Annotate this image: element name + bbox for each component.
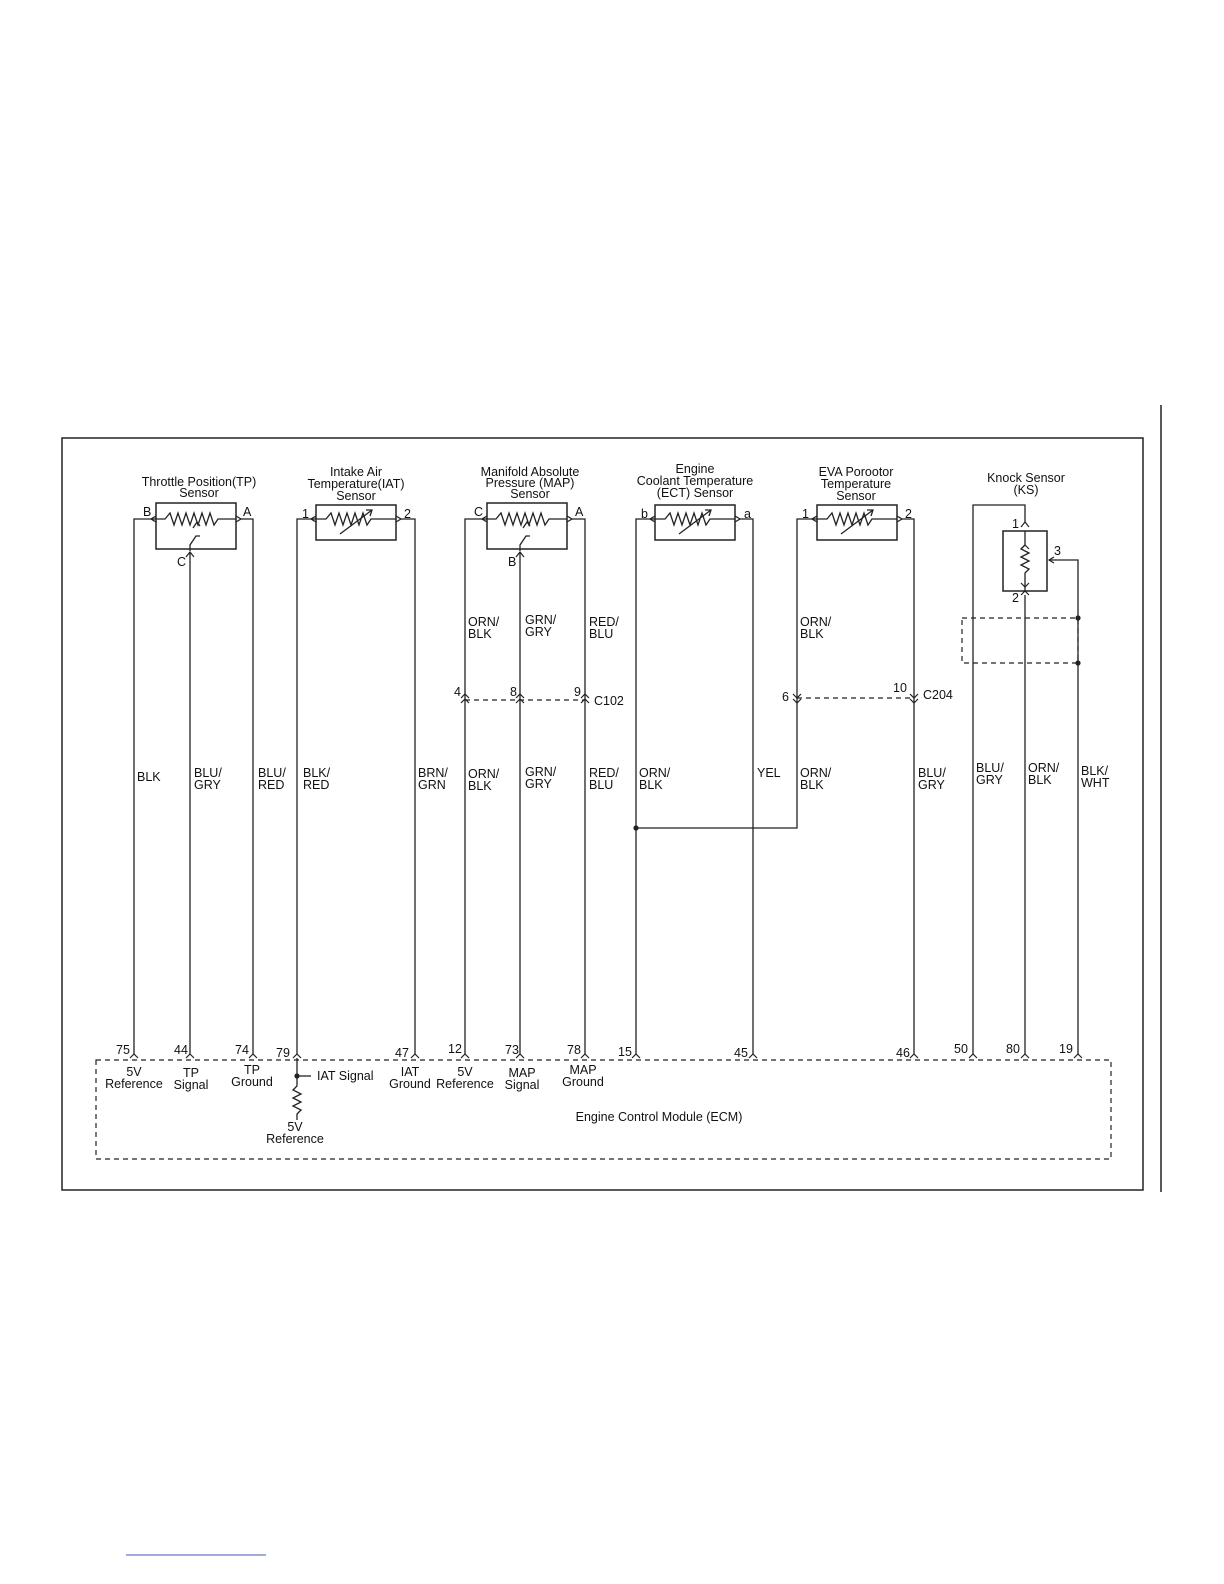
ect-thermistor-icon <box>645 513 735 525</box>
ect-sensor <box>636 462 753 1054</box>
ecm-pin-12: 12 <box>448 1042 462 1056</box>
upper-wire-colors <box>468 613 832 641</box>
ect-sensor-title-1: Engine <box>675 462 715 476</box>
wire-color-ecm-80-1: ORN/ <box>1028 761 1060 775</box>
ecm-pin-80: 80 <box>1006 1042 1020 1056</box>
eva-pin-2: 2 <box>905 507 912 521</box>
wire-color-ecm-73-2: GRY <box>525 777 552 791</box>
c102-pin-8: 8 <box>510 685 517 699</box>
tp-pin-b: B <box>143 505 152 519</box>
iat-sensor-title-1: Intake Air <box>329 465 383 479</box>
connector-c204 <box>782 681 953 704</box>
eva-sensor <box>633 465 914 1054</box>
ect-sensor-title-2: Coolant Temperature <box>636 474 754 488</box>
ecm-pin-79: 79 <box>276 1046 290 1060</box>
ecm-iat-ref-1: 5V <box>287 1120 303 1134</box>
ecm-func-tp-signal-2: Signal <box>173 1078 209 1092</box>
ecm-pin-46: 46 <box>896 1046 910 1060</box>
ecm-iat-signal: IAT Signal <box>317 1069 374 1083</box>
c102-label: C102 <box>594 694 624 708</box>
ecm-func-map-5v-ref-1: 5V <box>457 1065 473 1079</box>
ecm-pin-78: 78 <box>567 1043 581 1057</box>
ecm-pin-15: 15 <box>618 1045 632 1059</box>
tp-pin-c: C <box>177 555 187 569</box>
iat-pin-1: 1 <box>302 507 309 521</box>
wire-color-ecm-46-1: BLU/ <box>918 766 946 780</box>
ks-pin-1: 1 <box>1012 517 1019 531</box>
wire-color-ecm-75: BLK <box>137 770 161 784</box>
c204-label: C204 <box>923 688 953 702</box>
ecm-func-5v-ref-1: 5V <box>126 1065 142 1079</box>
ecm-func-map-5v-ref-2: Reference <box>436 1077 494 1091</box>
eva-wire-2 <box>902 519 914 1054</box>
iat-sensor-title-3: Sensor <box>336 489 376 503</box>
tp-sensor-title-2: Sensor <box>179 486 219 500</box>
map-resistor-icon <box>478 513 567 525</box>
map-wire-a <box>572 519 585 1054</box>
wire-color-ecm-73-1: GRN/ <box>525 765 557 779</box>
map-pin-c: C <box>474 505 484 519</box>
ecm-pin-45: 45 <box>734 1046 748 1060</box>
wire-color-eva-1-2: BLK <box>800 627 824 641</box>
ks-wire-3 <box>1049 560 1078 1054</box>
ecm-pin-50: 50 <box>954 1042 968 1056</box>
wire-color-eva-lower-1: ORN/ <box>800 766 832 780</box>
map-pin-b: B <box>508 555 517 569</box>
wire-color-eva-lower-2: BLK <box>800 778 824 792</box>
wire-color-ecm-50-2: GRY <box>976 773 1003 787</box>
wire-color-ecm-46-2: GRY <box>918 778 945 792</box>
eva-thermistor-icon <box>808 513 897 525</box>
c102-pin-9: 9 <box>574 685 581 699</box>
eva-sensor-title-3: Sensor <box>836 489 876 503</box>
ecm-pin-44: 44 <box>174 1043 188 1057</box>
wire-color-ecm-79-1: BLK/ <box>303 766 331 780</box>
connector-c102 <box>454 685 624 708</box>
wire-color-ecm-78-2: BLU <box>589 778 614 792</box>
ecm-pin-75: 75 <box>116 1043 130 1057</box>
ecm-pin-19: 19 <box>1059 1042 1073 1056</box>
wire-color-ecm-78-1: RED/ <box>589 766 619 780</box>
wire-color-map-c-2: BLK <box>468 627 492 641</box>
tp-sensor-title-1: Throttle Position(TP) <box>141 475 257 489</box>
wire-color-eva-1-1: ORN/ <box>800 615 832 629</box>
iat-wire-2 <box>401 519 415 1054</box>
lower-wire-colors <box>137 761 1110 793</box>
wire-color-ecm-12-2: BLK <box>468 779 492 793</box>
ecm-func-5v-ref-2: Reference <box>105 1077 163 1091</box>
ecm-iat-ref-2: Reference <box>266 1132 324 1146</box>
ect-sensor-title-3: (ECT) Sensor <box>656 486 734 500</box>
wire-color-ecm-47-1: BRN/ <box>418 766 448 780</box>
ks-pin-2: 2 <box>1012 591 1019 605</box>
iat-sensor <box>297 465 415 1054</box>
ecm-func-map-ground-2: Ground <box>562 1075 604 1089</box>
wire-color-ecm-19-1: BLK/ <box>1081 764 1109 778</box>
map-sensor-body <box>487 503 567 549</box>
ecm-func-tp-ground-1: TP <box>244 1063 260 1077</box>
wire-color-ecm-80-2: BLK <box>1028 773 1052 787</box>
ecm-pin-74: 74 <box>235 1043 249 1057</box>
eva-sensor-title-2: Temperature <box>820 477 892 491</box>
wire-color-ecm-79-2: RED <box>303 778 330 792</box>
wire-color-map-a-1: RED/ <box>589 615 619 629</box>
wire-color-map-a-2: BLU <box>589 627 614 641</box>
ecm-func-iat-ground-2: Ground <box>389 1077 431 1091</box>
tp-sensor-body <box>156 503 236 549</box>
wire-color-ecm-47-2: GRN <box>418 778 446 792</box>
iat-pin-2: 2 <box>404 507 411 521</box>
wire-color-map-b-2: GRY <box>525 625 552 639</box>
ect-pin-a: a <box>744 507 751 521</box>
wire-color-map-b-1: GRN/ <box>525 613 557 627</box>
ecm-func-tp-ground-2: Ground <box>231 1075 273 1089</box>
ecm-pin-73: 73 <box>505 1043 519 1057</box>
map-sensor-title-3: Sensor <box>510 487 550 501</box>
tp-pin-a: A <box>243 505 252 519</box>
wire-color-ecm-12-1: ORN/ <box>468 767 500 781</box>
map-sensor-title-2: Pressure (MAP) <box>485 476 575 490</box>
ks-shield-box <box>962 618 1078 663</box>
wire-color-ecm-45: YEL <box>757 766 781 780</box>
iat-sensor-title-2: Temperature(IAT) <box>307 477 405 491</box>
map-sensor <box>465 465 585 1054</box>
eva-sensor-title-1: EVA Porootor <box>818 465 894 479</box>
ecm-func-tp-signal-1: TP <box>183 1066 199 1080</box>
wire-color-ecm-15-1: ORN/ <box>639 766 671 780</box>
ks-shield-splice-bottom-icon <box>1075 660 1080 665</box>
wire-color-map-c-1: ORN/ <box>468 615 500 629</box>
tp-resistor-icon <box>148 513 236 525</box>
iat-variable-arrow-icon <box>340 510 372 534</box>
ks-pin-3: 3 <box>1054 544 1061 558</box>
iat-pullup-resistor-icon <box>293 1058 301 1120</box>
c204-pin-10: 10 <box>893 681 907 695</box>
ks-title-1: Knock Sensor <box>987 471 1065 485</box>
ecm-func-map-ground-1: MAP <box>569 1063 597 1077</box>
wire-color-ecm-50-1: BLU/ <box>976 761 1004 775</box>
wire-color-ecm-74-1: BLU/ <box>258 766 286 780</box>
ks-title-2: (KS) <box>1013 483 1039 497</box>
ecm-pin-47: 47 <box>395 1046 409 1060</box>
tp-sensor <box>134 475 256 1054</box>
ecm-func-map-signal-2: Signal <box>504 1078 540 1092</box>
ks-resistor-icon <box>1021 531 1029 591</box>
tp-wire-a <box>241 519 253 1054</box>
map-pin-a: A <box>575 505 584 519</box>
ect-eva-splice-icon <box>633 825 638 830</box>
wire-color-ecm-15-2: BLK <box>639 778 663 792</box>
ecm-name: Engine Control Module (ECM) <box>575 1110 743 1124</box>
ect-variable-arrow-icon <box>679 510 711 534</box>
eva-variable-arrow-icon <box>841 510 873 534</box>
tp-wire-b <box>134 519 148 1054</box>
map-sensor-title-1: Manifold Absolute <box>480 465 580 479</box>
iat-thermistor-icon <box>308 513 396 525</box>
ecm-pin-terminals <box>130 1054 1082 1058</box>
ect-pin-b: b <box>641 507 648 521</box>
c204-pin-6: 6 <box>782 690 789 704</box>
iat-signal-splice-icon <box>294 1073 299 1078</box>
ecm <box>96 1042 1111 1159</box>
ect-wire-a <box>740 519 753 1054</box>
ecm-func-iat-ground-1: IAT <box>400 1065 420 1079</box>
c102-pin-4: 4 <box>454 685 461 699</box>
ks-shield-splice-top-icon <box>1075 615 1080 620</box>
ecm-func-map-signal-1: MAP <box>508 1066 536 1080</box>
wire-color-ecm-19-2: WHT <box>1081 776 1110 790</box>
wire-color-ecm-74-2: RED <box>258 778 285 792</box>
wire-color-ecm-44-1: BLU/ <box>194 766 222 780</box>
wire-color-ecm-44-2: GRY <box>194 778 221 792</box>
eva-pin-1: 1 <box>802 507 809 521</box>
